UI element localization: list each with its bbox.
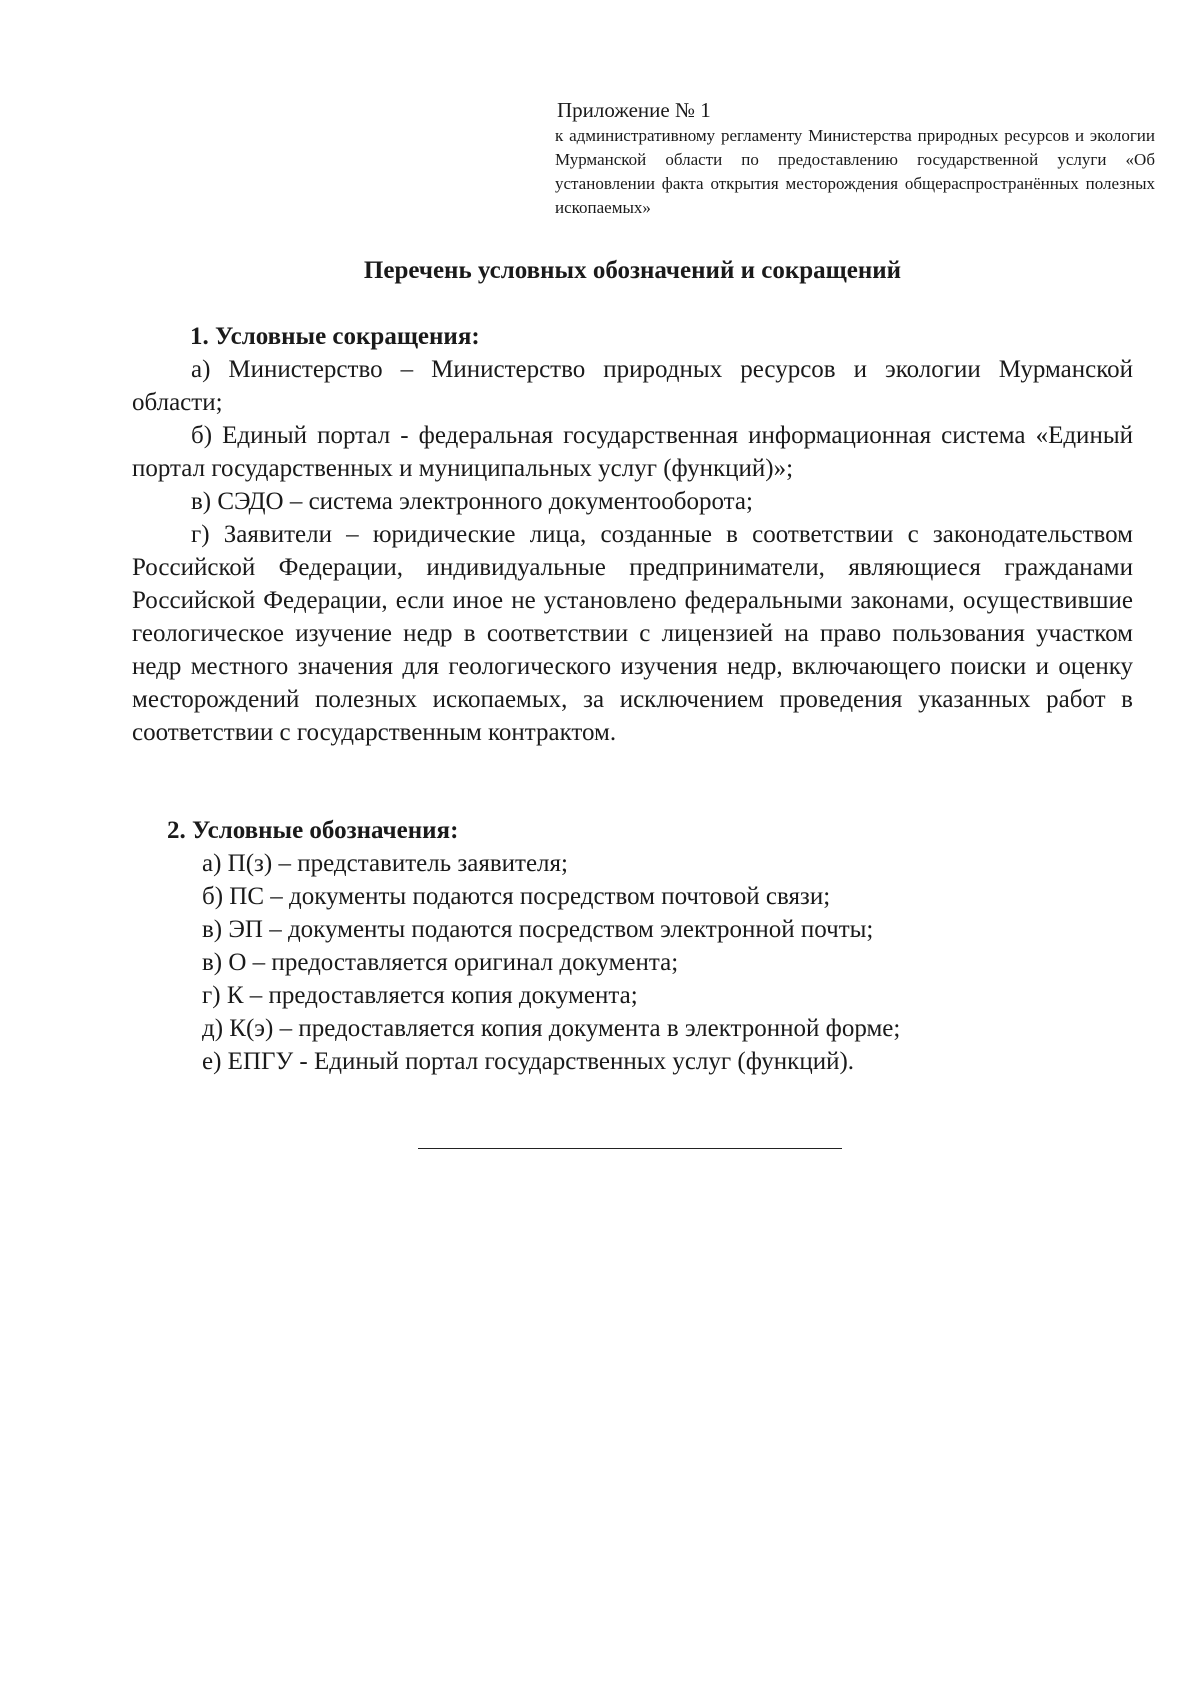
symbols-list xyxy=(132,847,1133,1078)
abbreviation-item: г) Заявители – юридические лица, созданные в соответствии с законодательством Российской Федерации, индивидуальные предприниматели, являющиеся гражданами Российской Федерации, если иное не установлено федеральными законами, осуществившие геологическое изучение недр в соответствии с лицензией на право пользования участком недр местного значения для геологического изучения недр, включающего поиски и оценку месторождений полезных ископаемых, за исключением проведения указанных работ в соответствии с государственным контрактом. xyxy=(132,521,1133,746)
end-divider-line xyxy=(418,1148,842,1149)
abbreviation-item: б) Единый портал - федеральная государственная информационная система «Единый портал государственных и муниципальных услуг (функций)»; xyxy=(132,422,1133,482)
appendix-description: к административному регламенту Министерства природных ресурсов и экологии Мурманской области по предоставлению государственной услуги «Об установлении факта открытия месторождения общераспространённых полезных ископаемых» xyxy=(555,126,1155,217)
abbreviation-item: а) Министерство – Министерство природных ресурсов и экологии Мурманской области; xyxy=(132,356,1133,416)
section-abbreviations xyxy=(132,320,1133,749)
symbol-item: а) П(з) – представитель заявителя; xyxy=(202,850,568,877)
section-heading-abbreviations: 1. Условные сокращения: xyxy=(190,323,480,350)
section-heading-symbols: 2. Условные обозначения: xyxy=(167,817,459,844)
appendix-header xyxy=(555,96,1155,220)
symbol-item: д) К(э) – предоставляется копия документа в электронной форме; xyxy=(202,1015,901,1042)
section-symbols xyxy=(132,814,1133,1078)
symbol-item: в) ЭП – документы подаются посредством электронной почты; xyxy=(202,916,874,943)
symbol-item: в) О – предоставляется оригинал документа; xyxy=(202,949,679,976)
document-title: Перечень условных обозначений и сокращений xyxy=(363,257,902,284)
symbol-item: б) ПС – документы подаются посредством почтовой связи; xyxy=(202,883,831,910)
abbreviation-item: в) СЭДО – система электронного документооборота; xyxy=(191,488,753,515)
symbol-item: г) К – предоставляется копия документа; xyxy=(202,982,638,1009)
symbol-item: е) ЕПГУ - Единый портал государственных услуг (функций). xyxy=(202,1048,855,1075)
appendix-title: Приложение № 1 xyxy=(557,98,711,122)
